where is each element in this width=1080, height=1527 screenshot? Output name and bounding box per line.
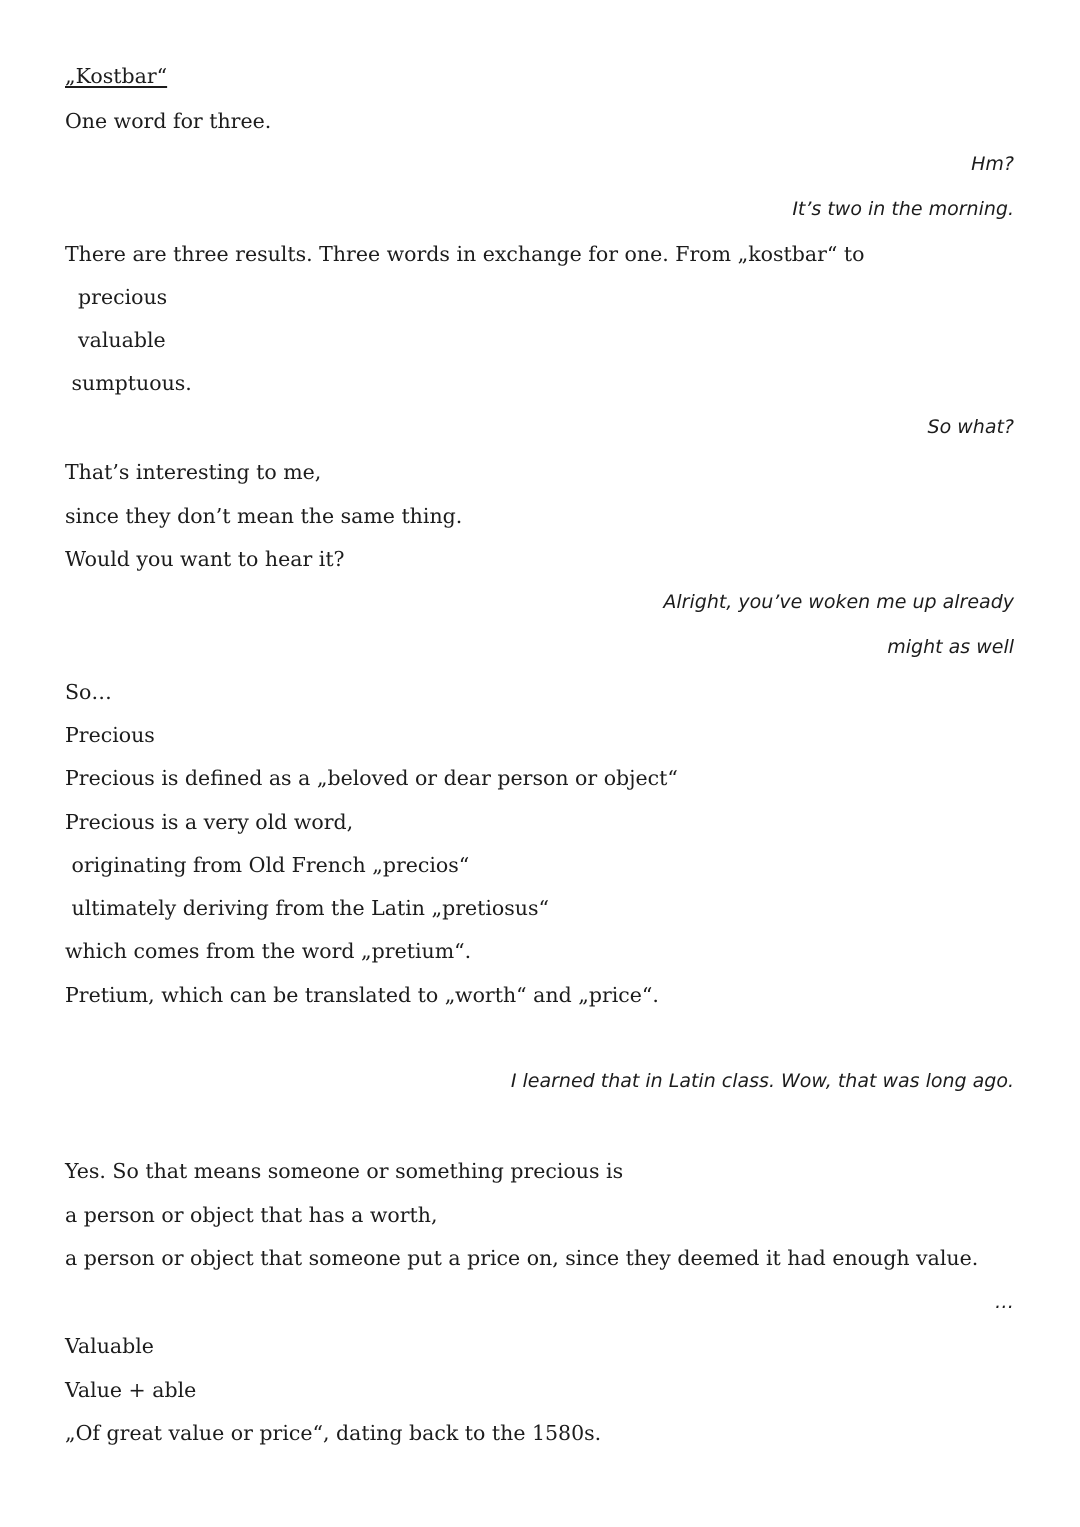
narration-line: Precious is defined as a „beloved or dear person or object“ [65,766,678,790]
narration-line: Value + able [65,1378,197,1402]
narration-line: valuable [65,328,166,352]
reply-line: Hm? [971,153,1014,175]
section-heading: Valuable [65,1334,154,1358]
reply-line: Alright, you’ve woken me up already [663,591,1014,613]
narration-line: Precious is a very old word, [65,810,354,834]
document-title: „Kostbar“ [65,64,168,88]
reply-line: So what? [927,416,1014,438]
narration-line: So… [65,680,112,704]
narration-line: which comes from the word „pretium“. [65,939,472,963]
narration-line: precious [65,285,168,309]
narration-line: Would you want to hear it? [65,547,345,571]
narration-line: One word for three. [65,109,272,133]
narration-line: That’s interesting to me, [65,460,322,484]
narration-line: ultimately deriving from the Latin „pretiosus“ [65,896,550,920]
narration-line: originating from Old French „precios“ [65,853,470,877]
narration-line: Pretium, which can be translated to „worth“ and „price“. [65,983,659,1007]
reply-line: It’s two in the morning. [792,198,1014,220]
reply-line: … [995,1291,1014,1313]
narration-line: Yes. So that means someone or something precious is [65,1159,624,1183]
narration-line: since they don’t mean the same thing. [65,504,463,528]
narration-line: a person or object that has a worth, [65,1203,438,1227]
narration-line: a person or object that someone put a price on, since they deemed it had enough value. [65,1246,979,1270]
narration-line: There are three results. Three words in exchange for one. From „kostbar“ to [65,242,865,266]
reply-line: I learned that in Latin class. Wow, that was long ago. [510,1070,1014,1092]
reply-line: might as well [887,636,1014,658]
narration-line: „Of great value or price“, dating back to the 1580s. [65,1421,602,1445]
narration-line: sumptuous. [65,371,192,395]
section-heading: Precious [65,723,155,747]
